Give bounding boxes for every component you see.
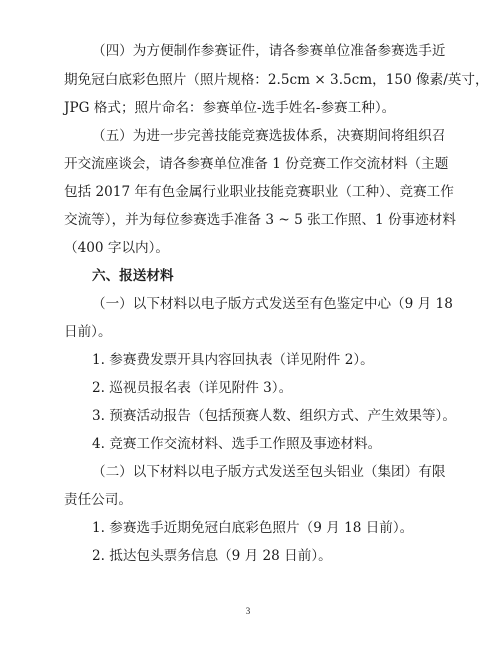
paragraph-4-line-1: （四）为方便制作参赛证件，请各参赛单位准备参赛选手近 — [92, 43, 446, 59]
subsection-1-line-2: 日前）。 — [64, 324, 112, 340]
page-number: 3 — [245, 606, 251, 616]
list-item-2: 2. 巡视员报名表（详见附件 3）。 — [92, 380, 293, 396]
list-item-3: 3. 预赛活动报告（包括预赛人数、组织方式、产生效果等）。 — [92, 408, 456, 424]
subsection-2-line-1: （二）以下材料以电子版方式发送至包头铝业（集团）有限 — [92, 464, 446, 480]
list-item-4: 4. 竞赛工作交流材料、选手工作照及事迹材料。 — [92, 436, 382, 452]
paragraph-5-line-5: （400 字以内）。 — [64, 240, 170, 256]
paragraph-5-line-2: 开交流座谈会，请各参赛单位准备 1 份竞赛工作交流材料（主题 — [64, 156, 449, 172]
list-item-6: 2. 抵达包头票务信息（9 月 28 日前）。 — [92, 548, 332, 564]
paragraph-5-line-1: （五）为进一步完善技能竞赛选拔体系，决赛期间将组织召 — [92, 128, 446, 144]
paragraph-5-line-4: 交流等），并为每位参赛选手准备 3 ~ 5 张工作照、1 份事迹材料 — [64, 212, 456, 228]
subsection-2-line-2: 责任公司。 — [64, 492, 132, 508]
list-item-5: 1. 参赛选手近期免冠白底彩色照片（9 月 18 日前）。 — [92, 520, 414, 536]
section-heading: 六、报送材料 — [92, 268, 174, 284]
paragraph-4-line-2: 期免冠白底彩色照片（照片规格：2.5cm × 3.5cm，150 像素/英寸， — [64, 72, 489, 88]
list-item-1: 1. 参赛费发票开具内容回执表（详见附件 2）。 — [92, 352, 374, 368]
paragraph-5-line-3: 包括 2017 年有色金属行业职业技能竞赛职业（工种）、竞赛工作 — [64, 184, 454, 200]
subsection-1-line-1: （一）以下材料以电子版方式发送至有色鉴定中心（9 月 18 — [92, 296, 453, 312]
paragraph-4-line-3: JPG 格式；照片命名：参赛单位-选手姓名-参赛工种）。 — [64, 100, 396, 116]
